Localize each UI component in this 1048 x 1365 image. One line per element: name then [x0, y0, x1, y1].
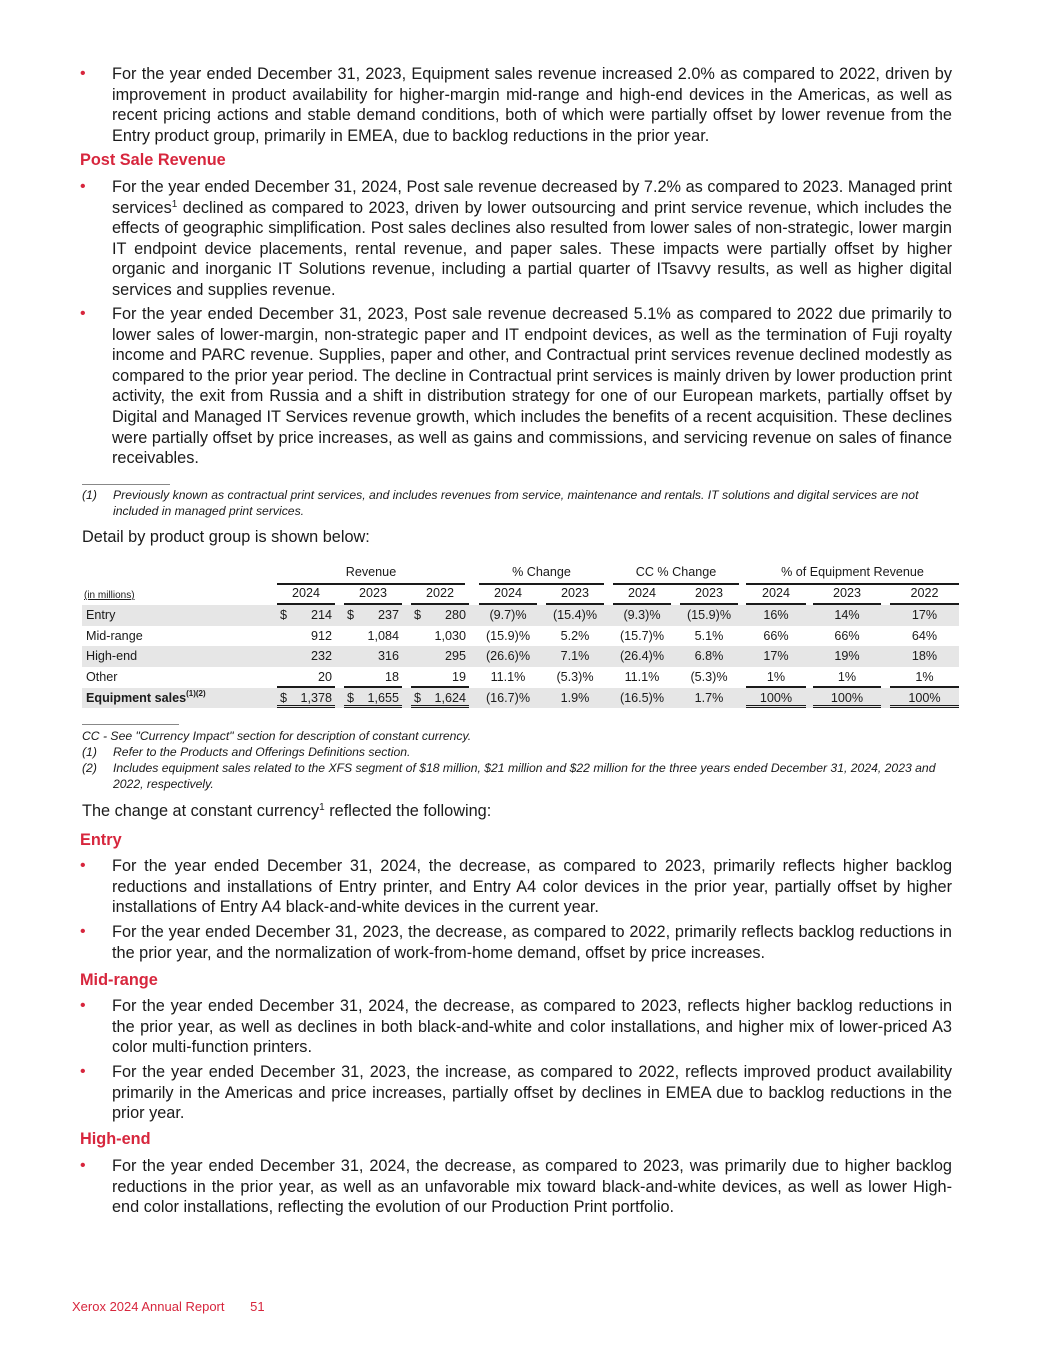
cell: 1,378: [300, 690, 332, 705]
cell: 1.9%: [560, 690, 590, 705]
currency-symbol: $: [414, 608, 422, 622]
footnote-1: (1) Refer to the Products and Offerings Definitions section.: [82, 745, 411, 759]
bullet-icon: •: [80, 923, 86, 940]
post-sale-2024-bullet: [80, 177, 952, 301]
row-label: Mid-range: [86, 628, 143, 643]
currency-symbol: $: [347, 690, 355, 705]
table-row-other: [82, 667, 959, 688]
bullet-icon: •: [80, 178, 86, 195]
divider: [613, 583, 739, 585]
row-label: High-end: [86, 649, 138, 663]
midrange-2024-bullet: [80, 996, 952, 1058]
bullet-text: For the year ended December 31, 2024, the decrease, as compared to 2023, primarily reflects higher backlog reductions and installations of Entry printer, and Entry A4 color devices in the prior year, partially offset by higher installations of Entry A4 black-and-white devices in the current year.: [112, 857, 952, 917]
divider: [277, 583, 465, 585]
footnote-divider: [82, 724, 179, 725]
page-number: 51: [250, 1299, 265, 1314]
col-header: 2022: [425, 586, 455, 600]
double-underline: [411, 705, 469, 708]
cell: (16.5)%: [619, 690, 665, 705]
midrange-heading: Mid-range: [80, 971, 158, 989]
cell: 100%: [908, 690, 941, 705]
cell: 18: [384, 669, 399, 684]
cell: 1,655: [367, 690, 399, 705]
col-header: 2023: [358, 586, 388, 600]
detail-intro: Detail by product group is shown below:: [82, 528, 370, 546]
cell: (15.7)%: [619, 628, 665, 643]
cell: 14%: [834, 608, 860, 622]
col-header: 2024: [493, 586, 523, 600]
cell: 1.7%: [694, 690, 724, 705]
cell: 66%: [763, 628, 789, 643]
cell: 100%: [759, 690, 793, 705]
bullet-icon: •: [80, 305, 86, 322]
bullet-icon: •: [80, 997, 86, 1014]
cell: (5.3)%: [556, 669, 594, 684]
post-sale-2023-bullet: [80, 304, 952, 469]
entry-2023-bullet: [80, 922, 952, 963]
bullet-text: For the year ended December 31, 2024, the decrease, as compared to 2023, was primarily due to higher backlog reductions in the prior year, as well as an unfavorable mix toward black-and-white devices, as well as lower High-end color installations, reflecting the evolution of our Production Print portfolio.: [112, 1157, 952, 1217]
cell: (26.4)%: [619, 649, 665, 663]
cell: (9.3)%: [623, 608, 661, 622]
post-sale-heading: Post Sale Revenue: [80, 151, 226, 169]
cell: 1%: [915, 669, 934, 684]
cell: 19: [451, 669, 466, 684]
cell: (15.4)%: [552, 608, 598, 622]
cell: 66%: [834, 628, 860, 643]
bullet-icon: •: [80, 1063, 86, 1080]
cell: 11.1%: [624, 669, 660, 684]
cell: (15.9)%: [485, 628, 531, 643]
col-header: 2023: [694, 586, 724, 600]
cell: 232: [310, 649, 332, 663]
cell: 1,624: [434, 690, 466, 705]
row-label: Entry: [86, 608, 116, 622]
cell: 17%: [763, 649, 789, 663]
page-footer: [72, 1299, 265, 1314]
cc-intro: The change at constant currency$^1$ reflected the following:: [82, 802, 492, 820]
cell: 19%: [834, 649, 860, 663]
cell: 5.2%: [560, 628, 590, 643]
bullet-text: For the year ended December 31, 2023, the increase, as compared to 2022, reflects improved product availability primarily in the Americas and price increases, partially offset by declines in EMEA due to backlog reductions in the prior year.: [112, 1063, 952, 1123]
cell: 214: [310, 608, 332, 622]
double-underline: [890, 705, 959, 708]
col-header: 2024: [761, 586, 791, 600]
cell: 1,084: [367, 628, 399, 643]
cell: 280: [444, 608, 466, 622]
cell: 17%: [911, 608, 938, 622]
cell: 20: [317, 669, 332, 684]
footnote-divider: [82, 484, 170, 485]
entry-2024-bullet: [80, 856, 952, 918]
cell: 64%: [911, 628, 938, 643]
bullet-icon: •: [80, 857, 86, 874]
bullet-icon: •: [80, 65, 86, 82]
cell: (9.7)%: [489, 608, 527, 622]
group-cc-change: CC % Change: [635, 565, 717, 579]
table-row-midrange: [82, 626, 959, 647]
cell: 5.1%: [694, 628, 724, 643]
col-header: 2022: [910, 586, 939, 600]
group-revenue: Revenue: [345, 565, 397, 579]
currency-symbol: $: [280, 608, 288, 622]
cell: 100%: [830, 690, 864, 705]
highend-2024-bullet: [80, 1156, 952, 1218]
cell: (26.6)%: [485, 649, 531, 663]
table-row-entry: [82, 605, 959, 626]
double-underline: [344, 705, 402, 708]
footnote-cc: CC - See "Currency Impact" section for description of constant currency.: [82, 729, 472, 743]
cell: 16%: [763, 608, 789, 622]
col-header: 2023: [560, 586, 590, 600]
group-pct-change: % Change: [512, 565, 571, 579]
unit-label: (in millions): [84, 590, 135, 601]
currency-symbol: $: [347, 608, 355, 622]
cell: 1%: [837, 669, 857, 684]
cell: 912: [310, 628, 332, 643]
bullet-text: For the year ended December 31, 2023, the decrease, as compared to 2022, primarily reflects backlog reductions in the prior year, and the normalization of work-from-home demand, offset by price increases.: [112, 923, 952, 962]
divider: [746, 583, 959, 585]
report-title: Xerox 2024 Annual Report: [72, 1299, 225, 1314]
cell: 6.8%: [694, 649, 724, 663]
cell: 7.1%: [560, 649, 590, 663]
cell: 295: [444, 649, 466, 663]
group-pct-equipment: % of Equipment Revenue: [781, 565, 924, 579]
col-header: 2024: [627, 586, 657, 600]
midrange-2023-bullet: [80, 1062, 952, 1124]
double-underline: [813, 705, 881, 708]
highend-heading: High-end: [80, 1130, 151, 1148]
cell: 237: [377, 608, 399, 622]
cell: 11.1%: [490, 669, 526, 684]
bullet-text: For the year ended December 31, 2024, the decrease, as compared to 2023, reflects higher backlog reductions in the prior year, as well as declines in both black-and-white and color installations, and higher mix of lower-priced A3 color multi-function printers.: [112, 997, 952, 1057]
cell: 316: [377, 649, 399, 663]
bullet-text: For the year ended December 31, 2023, Post sale revenue decreased 5.1% as compared to 2022 due primarily to lower sales of lower-margin, non-strategic paper and IT endpoint devices, as well as the termination of Fuji royalty income and PARC revenue. Supplies, paper and other, and Contractual print services revenue declined modestly as compared to the prior year period. The decline in Contractual print services is mainly driven by lower production print activity, the exit from Russia and a shift in distribution strategy for one of our European markets, partially offset by Digital and Managed IT Services revenue growth, which includes the benefits of a recent acquisition. These declines were partially offset by price increases, as well as gains and commissions, and servicing revenue on sales of finance receivables.: [112, 305, 952, 468]
row-label: Equipment sales$^{(1)(2)}$: [86, 688, 206, 705]
cell: (16.7)%: [485, 690, 531, 705]
double-underline: [746, 705, 806, 708]
table-row-highend: [82, 646, 959, 667]
double-underline: [277, 705, 335, 708]
cell: 1,030: [434, 628, 466, 643]
divider: [479, 583, 604, 585]
bullet-icon: •: [80, 1157, 86, 1174]
bullet-text: For the year ended December 31, 2024, Post sale revenue decreased by 7.2% as compared to 2023. Managed print services$^1$ declined as compared to 2023, driven by lower outsourcing and print service revenue, which includes the effects of geographic simplification. Post sales declines also resulted from lower sales of non-strategic, lower margin IT endpoint device placements, rental revenue, and paper sales. These impacts were partially offset by higher organic and inorganic IT Solutions revenue, including a partial quarter of ITsavvy results, as well as higher digital services and supplies revenue.: [112, 178, 952, 299]
equipment-2023-bullet: [80, 64, 952, 146]
footnote-1: (1) Previously known as contractual print services, and includes revenues from service, maintenance and rentals. IT solutions and digital services are not included in managed print services.: [82, 488, 919, 518]
bullet-text: For the year ended December 31, 2023, Equipment sales revenue increased 2.0% as compared to 2022, driven by improvement in product availability for higher-margin mid-range and high-end devices in the Americas, as well as recent pricing actions and stable demand conditions, both of which were partially offset by lower revenue from the Entry product group, primarily in EMEA, due to backlog reductions in the prior year.: [112, 65, 952, 145]
currency-symbol: $: [414, 690, 422, 705]
currency-symbol: $: [280, 690, 288, 705]
entry-heading: Entry: [80, 831, 122, 849]
cell: 1%: [766, 669, 786, 684]
col-header: 2023: [832, 586, 862, 600]
footnote-2: (2) Includes equipment sales related to the XFS segment of $18 million, $21 million and $22 million for the three years ended December 31, 2024, 2023 and 2022, respectively.: [82, 761, 936, 791]
row-label: Other: [86, 669, 118, 684]
cell: (5.3)%: [690, 669, 728, 684]
cell: (15.9)%: [686, 608, 732, 622]
cell: 18%: [911, 649, 938, 663]
col-header: 2024: [291, 586, 321, 600]
